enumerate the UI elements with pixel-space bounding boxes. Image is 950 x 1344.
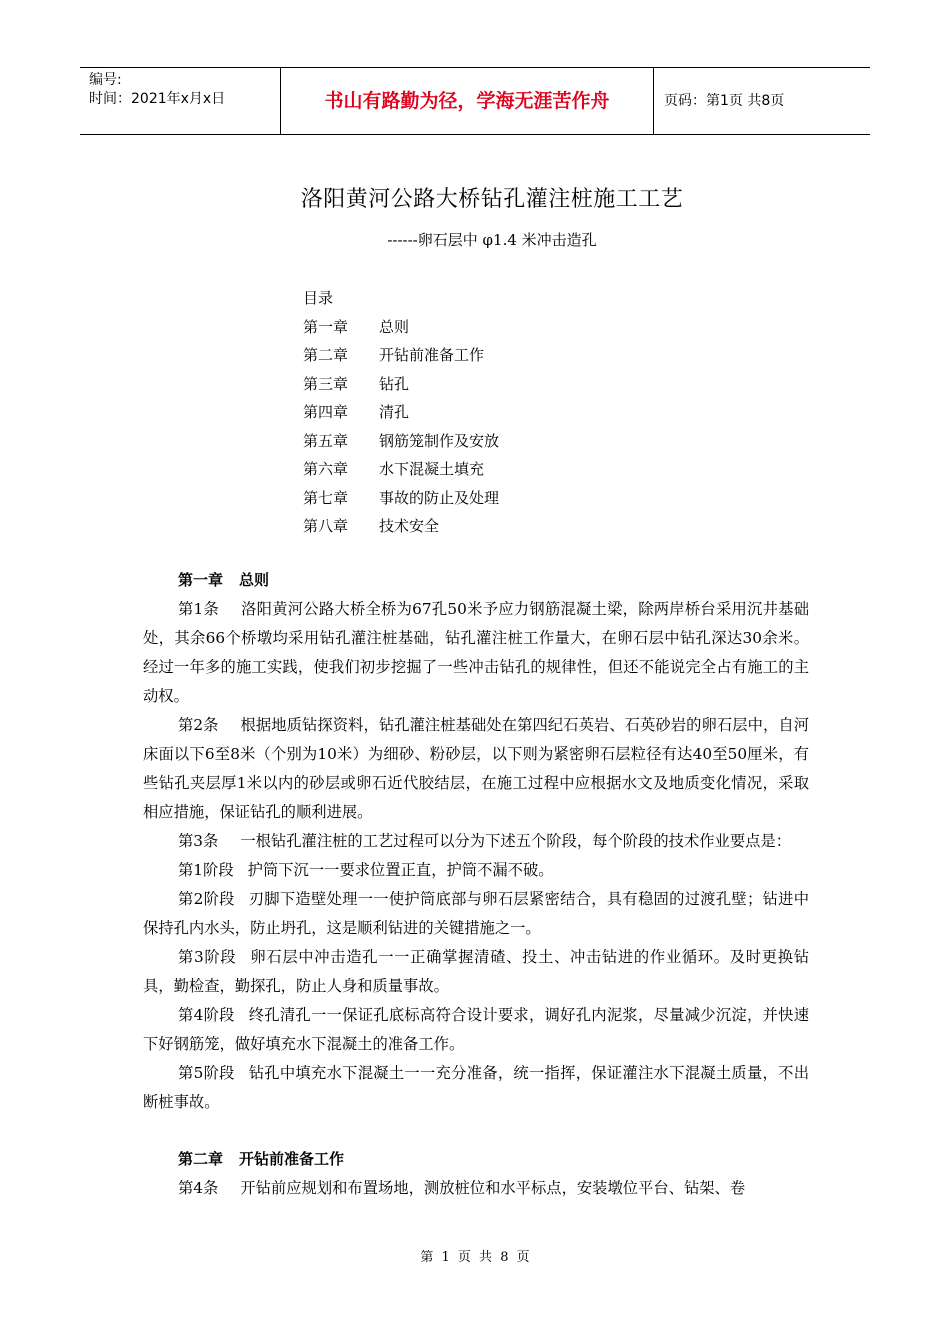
chapter-heading: [143, 1145, 809, 1174]
toc-chapter-name: 技术安全: [379, 517, 440, 535]
toc-item: [303, 341, 499, 370]
article-text: 一根钻孔灌注桩的工艺过程可以分为下述五个阶段，每个阶段的技术作业要点是：: [240, 832, 792, 850]
stage-paragraph: [143, 1059, 809, 1117]
document-body: [143, 566, 809, 1203]
toc-item: [303, 484, 499, 513]
toc-chapter-number: 第二章: [303, 346, 349, 364]
stage-label: 第1阶段: [178, 861, 234, 879]
toc-chapter-name: 开钻前准备工作: [379, 346, 485, 364]
chapter-name: 开钻前准备工作: [239, 1150, 345, 1168]
toc-chapter-name: 事故的防止及处理: [379, 488, 500, 507]
stage-label: 第2阶段: [178, 890, 235, 908]
article-text: 开钻前应规划和布置场地，测放桩位和水平标点，安装墩位平台、钻架、卷: [240, 1179, 746, 1197]
chapter-name: 总则: [239, 571, 270, 589]
toc-heading: 目录: [303, 289, 334, 307]
article-label: 第4条: [178, 1179, 219, 1197]
document-title: 洛阳黄河公路大桥钻孔灌注桩施工工艺: [300, 187, 684, 212]
stage-label: 第5阶段: [178, 1064, 235, 1082]
chapter-heading: [143, 566, 809, 595]
stage-text: 护筒下沉一一要求位置正直，护筒不漏不破。: [247, 861, 554, 879]
article-label: 第3条: [178, 832, 219, 850]
toc-chapter-number: 第三章: [303, 374, 349, 393]
toc-chapter-name: 清孔: [379, 403, 410, 421]
article-paragraph: [143, 827, 809, 856]
article-text: 洛阳黄河公路大桥全桥为67孔50米予应力钢筋混凝土梁，除两岸桥台采用沉井基础处，其余66个桥墩均采用钻孔灌注桩基础，钻孔灌注桩工作量大，在卵石层中钻孔深达30余米。经过一年多的施工实践，使我们初步挖掘了一些冲击钻孔的规律性，但还不能说完全占有施工的主动权。: [143, 600, 809, 705]
toc-item: [303, 512, 499, 541]
toc-chapter-number: 第八章: [303, 517, 349, 535]
header-page-info: 页码：第1页 共8页: [664, 93, 785, 109]
article-label: 第1条: [178, 600, 220, 618]
article-paragraph: [143, 595, 809, 711]
table-of-contents: [303, 284, 499, 541]
document-subtitle: ------卵石层中 φ1.4 米冲击造孔: [387, 231, 597, 249]
article-label: 第2条: [178, 716, 219, 734]
stage-label: 第3阶段: [178, 948, 237, 966]
stage-paragraph: [143, 856, 809, 885]
chapter-number: 第一章: [178, 571, 224, 589]
toc-item: [303, 398, 499, 427]
toc-chapter-number: 第六章: [303, 460, 349, 478]
page-footer: 第 1 页 共 8 页: [420, 1250, 530, 1265]
stage-paragraph: [143, 1001, 809, 1059]
article-paragraph: [143, 1174, 809, 1203]
stage-text: 卵石层中冲击造孔一一正确掌握清碴、投土、冲击钻进的作业循环。及时更换钻具，勤检查，勤探孔，防止人身和质量事故。: [143, 948, 809, 995]
stage-text: 终孔清孔一一保证孔底标高符合设计要求，调好孔内泥浆，尽量减少沉淀，并快速下好钢筋笼，做好填充水下混凝土的准备工作。: [143, 1006, 809, 1053]
toc-item: [303, 370, 499, 399]
toc-chapter-name: 水下混凝土填充: [379, 460, 485, 478]
article-paragraph: [143, 711, 809, 827]
stage-paragraph: [143, 943, 809, 1001]
header-motto: 书山有路勤为径，学海无涯苦作舟: [281, 68, 654, 134]
document-number-label: 编号:: [89, 72, 122, 88]
toc-item: [303, 455, 499, 484]
section-spacer: [143, 1117, 809, 1145]
stage-paragraph: [143, 885, 809, 943]
toc-chapter-number: 第七章: [303, 488, 349, 507]
toc-chapter-name: 总则: [379, 317, 410, 336]
stage-text: 钻孔中填充水下混凝土一一充分准备，统一指挥，保证灌注水下混凝土质量，不出断桩事故。: [143, 1064, 809, 1111]
toc-item: [303, 313, 499, 342]
stage-label: 第4阶段: [178, 1006, 235, 1024]
toc-chapter-name: 钢筋笼制作及安放: [379, 431, 500, 450]
toc-chapter-name: 钻孔: [379, 374, 410, 393]
toc-chapter-number: 第四章: [303, 403, 349, 421]
page-header: [80, 67, 870, 135]
article-text: 根据地质钻探资料，钻孔灌注桩基础处在第四纪石英岩、石英砂岩的卵石层中，自河床面以下6至8米（个别为10米）为细砂、粉砂层，以下则为紧密卵石层粒径有达40至50厘米，有些钻孔夹层厚1米以内的砂层或卵石近代胶结层，在施工过程中应根据水文及地质变化情况，采取相应措施，保证钻孔的顺利进展。: [143, 716, 809, 821]
document-time: 时间：2021年x月x日: [89, 91, 226, 107]
chapter-number: 第二章: [178, 1150, 224, 1168]
header-meta: [80, 68, 281, 134]
toc-chapter-number: 第五章: [303, 431, 349, 450]
toc-chapter-number: 第一章: [303, 317, 349, 336]
toc-item: [303, 427, 499, 456]
stage-text: 刃脚下造壁处理一一使护筒底部与卵石层紧密结合，具有稳固的过渡孔壁；钻进中保持孔内水头，防止坍孔，这是顺利钻进的关键措施之一。: [143, 890, 809, 937]
